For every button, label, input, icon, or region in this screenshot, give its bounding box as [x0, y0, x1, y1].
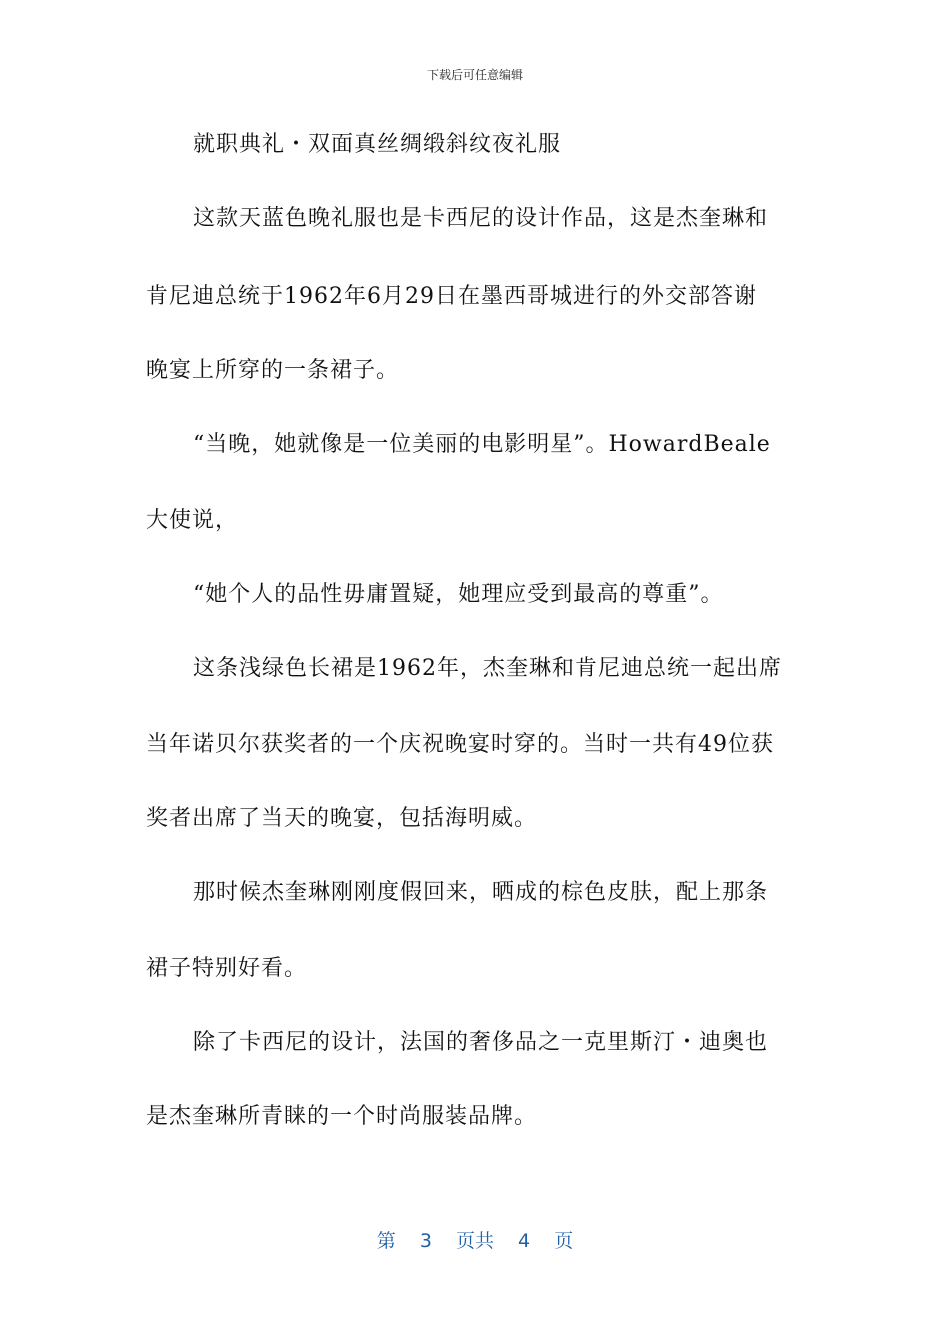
paragraph-line: 那时候杰奎琳刚刚度假回来，晒成的棕色皮肤，配上那条 [193, 880, 769, 905]
current-page-number: 3 [419, 1230, 432, 1252]
paragraph-line: 奖者出席了当天的晚宴，包括海明威。 [146, 806, 538, 831]
paragraph-line: 大使说， [146, 508, 239, 533]
section-title: 就职典礼・双面真丝绸缎斜纹夜礼服 [193, 132, 562, 157]
paragraph-line: “当晚，她就像是一位美丽的电影明星”。HowardBeale [193, 432, 771, 457]
paragraph-line: 当年诺贝尔获奖者的一个庆祝晚宴时穿的。当时一共有49位获 [146, 732, 774, 757]
page-label-mid: 页共 [455, 1230, 494, 1252]
paragraph-line: 肯尼迪总统于1962年6月29日在墨西哥城进行的外交部答谢 [146, 284, 757, 309]
paragraph-line: 除了卡西尼的设计，法国的奢侈品之一克里斯汀・迪奥也 [193, 1030, 769, 1055]
page-footer [0, 1226, 950, 1253]
paragraph-line: “她个人的品性毋庸置疑，她理应受到最高的尊重”。 [193, 582, 724, 607]
page-label-prefix: 第 [376, 1230, 396, 1252]
page-header-note: 下载后可任意编辑 [426, 68, 523, 82]
page-label-suffix: 页 [554, 1230, 574, 1252]
paragraph-line: 是杰奎琳所青睐的一个时尚服装品牌。 [146, 1104, 538, 1129]
paragraph-line: 这款天蓝色晚礼服也是卡西尼的设计作品，这是杰奎琳和 [193, 206, 769, 231]
total-pages-number: 4 [518, 1230, 531, 1252]
paragraph-line: 这条浅绿色长裙是1962年，杰奎琳和肯尼迪总统一起出席 [193, 656, 782, 681]
paragraph-line: 晚宴上所穿的一条裙子。 [146, 358, 400, 383]
paragraph-line: 裙子特别好看。 [146, 956, 308, 981]
